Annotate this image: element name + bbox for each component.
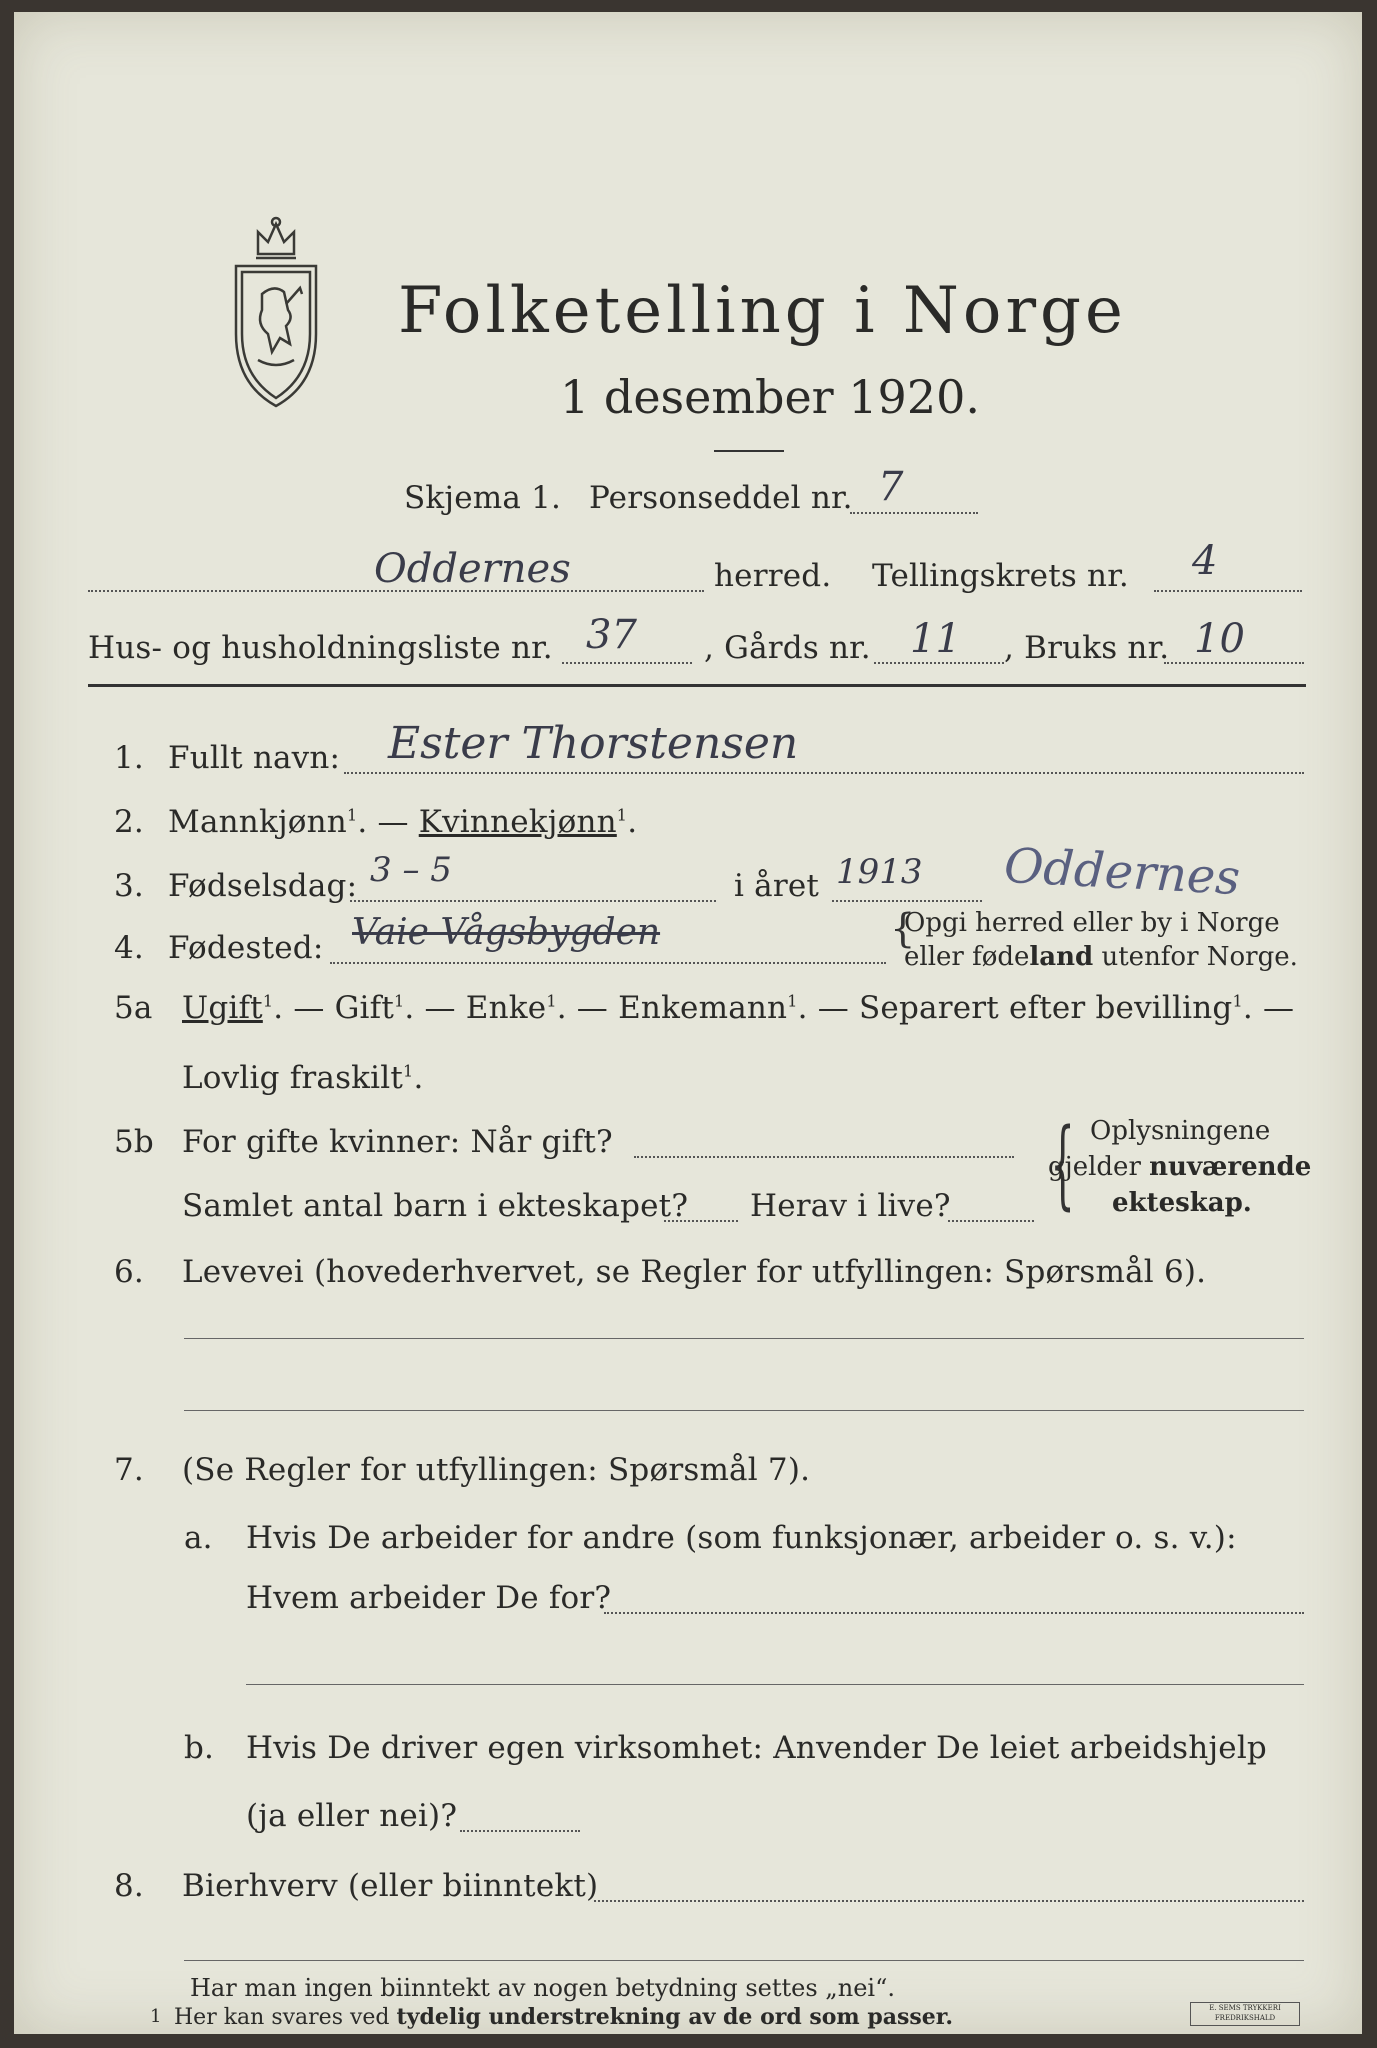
q4-number: 4. xyxy=(114,930,144,966)
q7b-text: Hvis De driver egen virksomhet: Anvender De leiet arbeidshjelp xyxy=(246,1730,1267,1766)
year-label: i året xyxy=(734,868,820,904)
q7b-letter: b. xyxy=(184,1730,215,1766)
q4-note-line2: eller fødeland utenfor Norge. xyxy=(904,942,1298,972)
marital-lovlig-line: Lovlig fraskilt$^1$. xyxy=(182,1060,424,1096)
marital-separert: Separert efter bevilling xyxy=(858,990,1233,1026)
q1-number: 1. xyxy=(114,740,144,776)
marital-status-line: Ugift$^1$. — Gift$^1$. — Enke$^1$. — Enkemann$^1$. — Separert efter bevilling$^1$. — xyxy=(182,990,1295,1026)
tellingskrets-value: 4 xyxy=(1192,538,1218,584)
form-title: Folketelling i Norge xyxy=(398,274,1127,348)
marital-lovlig: Lovlig fraskilt xyxy=(182,1060,404,1096)
full-name-value: Ester Thorstensen xyxy=(388,718,799,769)
marital-gift: Gift xyxy=(334,990,395,1026)
birthplace-value-struck: Vaie Vågsbygden xyxy=(352,912,661,953)
gender-female: Kvinnekjønn xyxy=(418,804,617,840)
norwegian-coat-of-arms-icon xyxy=(228,214,324,414)
skjema-label: Skjema 1. xyxy=(404,480,562,516)
bruks-value: 10 xyxy=(1194,616,1245,662)
q7-number: 7. xyxy=(114,1452,144,1488)
footer-note: Har man ingen biinntekt av nogen betydning settes „nei“. xyxy=(190,1974,895,2002)
birthdate-value: 3 – 5 xyxy=(370,850,452,890)
q5b-note3: ekteskap. xyxy=(1112,1188,1252,1218)
q5b-note1: Oplysningene xyxy=(1090,1116,1271,1146)
q8-label: Bierhverv (eller biinntekt) xyxy=(182,1868,599,1904)
q7a-letter: a. xyxy=(184,1520,213,1556)
q6-label: Levevei (hovederhvervet, se Regler for utfyllingen: Spørsmål 6). xyxy=(182,1254,1207,1290)
q7-label: (Se Regler for utfyllingen: Spørsmål 7). xyxy=(182,1452,811,1488)
personseddel-value: 7 xyxy=(878,464,904,510)
birthyear-value: 1913 xyxy=(836,852,923,892)
q5b-label2: Samlet antal barn i ekteskapet? xyxy=(182,1188,689,1224)
q4-label: Fødested: xyxy=(168,930,324,966)
q5a-number: 5a xyxy=(114,990,153,1026)
q5b-note2: gjelder nuværende xyxy=(1048,1152,1312,1182)
bruks-label: , Bruks nr. xyxy=(1004,630,1170,666)
q5b-label3: Herav i live? xyxy=(750,1188,951,1224)
footnote-text: Her kan svares ved tydelig understrekning av de ord som passer. xyxy=(174,2004,954,2030)
marital-enkemann: Enkemann xyxy=(618,990,788,1026)
q4-note-line1: Opgi herred eller by i Norge xyxy=(904,908,1280,938)
q3-label: Fødselsdag: xyxy=(168,868,358,904)
birthplace-correction: Oddernes xyxy=(1002,837,1242,907)
footnote-number: 1 xyxy=(150,2006,162,2027)
personseddel-label: Personseddel nr. xyxy=(589,480,853,516)
tellingskrets-label: Tellingskrets nr. xyxy=(872,558,1129,594)
census-form-page: Folketelling i Norge 1 desember 1920. Skjema 1. Personseddel nr. 7 Oddernes herred. Tellingskrets nr. 4 Hus- og husholdningsliste nr. 37 , Gårds nr. 11 , Bruks nr. 10 1. Fullt navn: Ester Thorstensen 2. Mannkjønn$^1$. — Kvinnekjønn$^1$. 3. Fødselsdag: 3 – 5 i året 1913 Oddernes 4. Fødested: Vaie Vågsbygden { Opgi herred eller by i Norge eller fødeland utenfor Norge. 5a Ugift$^1$. — Gift$^1$. — Enke$^1$. — Enkemann$^1$. — Separert efter bevilling$^1$. — Lovlig fraskilt$^1$. 5b For gifte kvinner: Når gift? Samlet antal barn i ekteskapet? Herav i live? { Oplysningene gjelder nuværende ekteskap. 6. Levevei (hovederhvervet, se Regler for utfyllingen: Spørsmål 6). 7. (Se Regler for utfyllingen: Spørsmål 7). a. Hvis De arbeider for andre (som funksjonær, arbeider o. s. v.): Hvem arbeider De for? b. Hvis De driver egen virksomhet: Anvender De leiet arbeidshjelp (ja eller nei)? 8. Bierhverv (eller biinntekt) Har man ingen biinntekt av nogen betydning settes „nei“. 1 Her kan svares ved tydelig understrekning av de ord som passer. E. SEMS TRYKKERI FREDRIKSHALD xyxy=(14,12,1362,2034)
q7a-question: Hvem arbeider De for? xyxy=(246,1580,612,1616)
printer-stamp: E. SEMS TRYKKERI FREDRIKSHALD xyxy=(1190,2002,1300,2026)
gender-line: Mannkjønn$^1$. — Kvinnekjønn$^1$. xyxy=(168,804,638,840)
marital-enke: Enke xyxy=(465,990,547,1026)
q3-number: 3. xyxy=(114,868,144,904)
census-date: 1 desember 1920. xyxy=(560,370,980,424)
hus-value: 37 xyxy=(586,612,637,658)
q2-number: 2. xyxy=(114,804,144,840)
gender-male: Mannkjønn xyxy=(168,804,347,840)
hus-label: Hus- og husholdningsliste nr. xyxy=(88,630,553,666)
herred-label: herred. xyxy=(714,558,832,594)
herred-value: Oddernes xyxy=(374,546,571,592)
q7b-question: (ja eller nei)? xyxy=(246,1798,458,1834)
marital-ugift: Ugift xyxy=(182,990,263,1026)
q8-number: 8. xyxy=(114,1868,144,1904)
q6-number: 6. xyxy=(114,1254,144,1290)
gards-label: , Gårds nr. xyxy=(704,630,871,666)
q1-label: Fullt navn: xyxy=(168,740,341,776)
gards-value: 11 xyxy=(910,616,961,662)
q7a-text: Hvis De arbeider for andre (som funksjonær, arbeider o. s. v.): xyxy=(246,1520,1237,1556)
q5b-number: 5b xyxy=(114,1124,154,1160)
q5b-label1: For gifte kvinner: Når gift? xyxy=(182,1124,613,1160)
